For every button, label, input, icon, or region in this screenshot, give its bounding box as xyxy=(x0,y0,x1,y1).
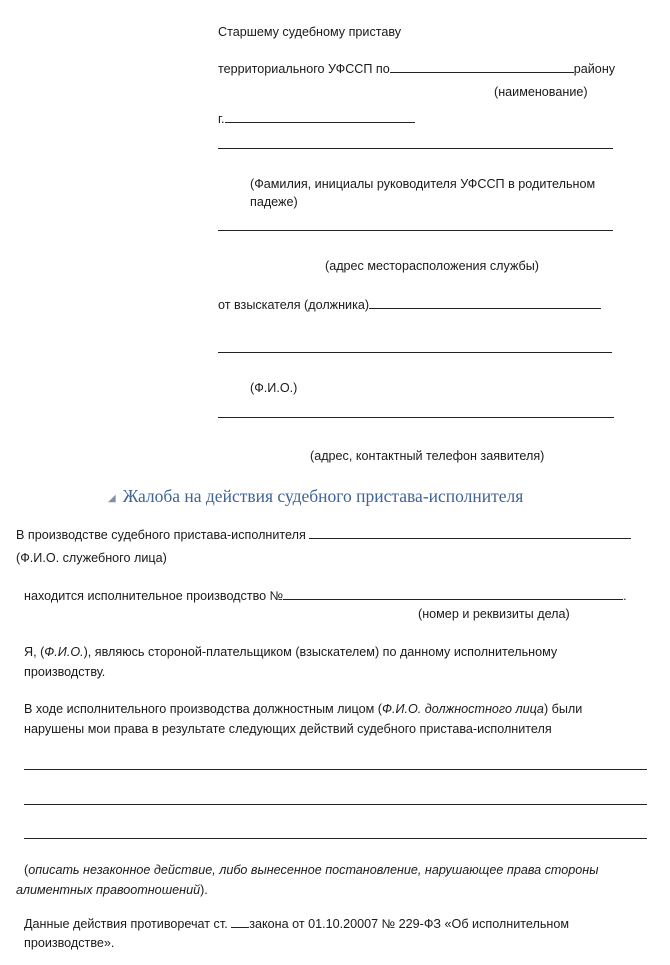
city-blank[interactable] xyxy=(225,110,415,123)
p3-part1: Я, ( xyxy=(24,645,45,659)
paragraph-3-line-2: производству. xyxy=(24,665,106,679)
p2-caption: (номер и реквизиты дела) xyxy=(418,607,570,621)
paragraph-6-line-2: производстве». xyxy=(24,936,115,950)
p6-part2: закона от 01.10.20007 № 229-ФЗ «Об исполнительном xyxy=(249,917,569,931)
head-name-blank[interactable] xyxy=(218,148,613,149)
p4-part1: В ходе исполнительного производства должностным лицом ( xyxy=(24,702,382,716)
p1-caption: (Ф.И.О. служебного лица) xyxy=(16,551,167,565)
ufssp-prefix: территориального УФССП по xyxy=(218,62,390,76)
p1-text: В производстве судебного пристава-исполнителя xyxy=(16,528,306,542)
p4-italic: Ф.И.О. должностного лица xyxy=(381,702,544,716)
document-title xyxy=(108,486,523,510)
city-prefix: г. xyxy=(218,112,225,126)
fio-caption: (Ф.И.О.) xyxy=(250,381,298,395)
applicant-address-caption: (адрес, контактный телефон заявителя) xyxy=(310,449,545,463)
p2-end: . xyxy=(623,589,627,603)
ufssp-caption: (наименование) xyxy=(494,85,588,99)
paragraph-6-line-1 xyxy=(24,915,569,932)
paragraph-3-line-1 xyxy=(24,644,557,660)
paragraph-5-line-2 xyxy=(16,882,208,898)
addressee-line: Старшему судебному приставу xyxy=(218,25,402,39)
service-address-caption: (адрес месторасположения службы) xyxy=(325,259,539,273)
p5-open: ( xyxy=(24,863,29,877)
from-line xyxy=(218,296,601,313)
city-line xyxy=(218,110,415,127)
p3-italic: Ф.И.О. xyxy=(44,645,84,659)
p6-part1: Данные действия противоречат ст. xyxy=(24,917,232,931)
case-number-blank[interactable] xyxy=(283,587,623,600)
p5-close: ). xyxy=(200,883,208,897)
head-name-caption-2: падеже) xyxy=(250,195,298,209)
bailiff-name-blank[interactable] xyxy=(309,526,631,539)
from-blank[interactable] xyxy=(369,296,601,309)
collapse-triangle-icon[interactable]: ◢ xyxy=(108,493,116,504)
service-address-blank[interactable] xyxy=(218,230,613,231)
ufssp-line xyxy=(218,60,615,77)
p5-italic-2: алиментных правоотношений xyxy=(16,883,201,897)
ufssp-suffix: району xyxy=(573,62,616,76)
p2-text: находится исполнительное производство № xyxy=(24,589,284,603)
paragraph-2-line xyxy=(24,587,627,604)
paragraph-4-line-1 xyxy=(24,701,582,717)
paragraph-1-line xyxy=(16,526,631,543)
p3-part2: ), являюсь стороной-плательщиком (взыскателем) по данному исполнительному xyxy=(83,645,558,659)
p4-part2: ) были xyxy=(543,702,583,716)
fio-blank[interactable] xyxy=(218,352,612,353)
paragraph-5-line-1 xyxy=(24,862,599,878)
head-name-caption-1: (Фамилия, инициалы руководителя УФССП в родительном xyxy=(250,177,596,191)
actions-blank-line-3[interactable] xyxy=(24,838,647,839)
paragraph-4-line-2: нарушены мои права в результате следующих действий судебного пристава-исполнителя xyxy=(24,722,552,736)
actions-blank-line-2[interactable] xyxy=(24,804,647,805)
ufssp-region-blank[interactable] xyxy=(390,60,574,73)
actions-blank-line-1[interactable] xyxy=(24,769,647,770)
applicant-address-blank[interactable] xyxy=(218,417,614,418)
article-number-blank[interactable] xyxy=(231,915,249,928)
p5-italic-1: описать незаконное действие, либо вынесенное постановление, нарушающее права стороны xyxy=(28,863,599,877)
from-label: от взыскателя (должника) xyxy=(218,298,370,312)
title-text: Жалоба на действия судебного пристава-исполнителя xyxy=(122,486,524,506)
